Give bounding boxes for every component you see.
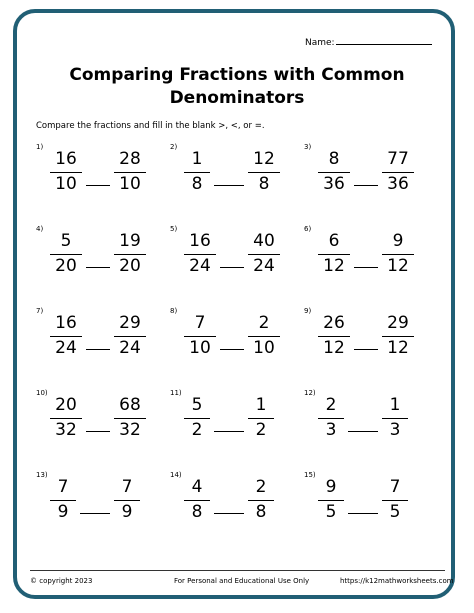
problem-number: 13) — [36, 471, 48, 479]
denominator: 9 — [121, 502, 133, 522]
fraction-bar — [114, 172, 146, 173]
denominator: 24 — [119, 338, 141, 358]
fraction-bar — [114, 254, 146, 255]
denominator: 36 — [323, 174, 345, 194]
fraction-right — [114, 231, 146, 277]
fraction-bar — [184, 500, 210, 501]
footer-website: https://k12mathworksheets.com — [340, 577, 454, 585]
fraction-bar — [248, 254, 280, 255]
problem-3 — [304, 143, 434, 203]
answer-blank[interactable] — [86, 267, 110, 268]
fraction-right — [248, 149, 280, 195]
fraction-left — [318, 395, 344, 441]
fraction-bar — [184, 336, 216, 337]
fraction-bar — [184, 172, 210, 173]
numerator: 1 — [191, 149, 203, 169]
fraction-right — [382, 313, 414, 359]
denominator: 2 — [255, 420, 267, 440]
problem-4 — [36, 225, 166, 285]
fraction-bar — [114, 500, 140, 501]
fraction-bar — [50, 336, 82, 337]
answer-blank[interactable] — [214, 185, 244, 186]
problem-number: 11) — [170, 389, 182, 397]
problem-2 — [170, 143, 300, 203]
numerator: 12 — [253, 149, 275, 169]
fraction-bar — [114, 418, 146, 419]
answer-blank[interactable] — [80, 513, 110, 514]
numerator: 7 — [389, 477, 401, 497]
denominator: 8 — [191, 502, 203, 522]
denominator: 12 — [387, 256, 409, 276]
answer-blank[interactable] — [348, 431, 378, 432]
name-field[interactable] — [305, 36, 432, 48]
problem-number: 6) — [304, 225, 312, 233]
fraction-right — [382, 395, 408, 441]
fraction-left — [184, 149, 210, 195]
problem-13 — [36, 471, 166, 531]
problem-9 — [304, 307, 434, 367]
fraction-bar — [50, 172, 82, 173]
problem-number: 10) — [36, 389, 48, 397]
fraction-right — [382, 477, 408, 523]
fraction-bar — [248, 172, 280, 173]
answer-blank[interactable] — [214, 513, 244, 514]
answer-blank[interactable] — [86, 431, 110, 432]
numerator: 7 — [121, 477, 133, 497]
numerator: 5 — [191, 395, 203, 415]
fraction-left — [318, 313, 350, 359]
numerator: 40 — [253, 231, 275, 251]
numerator: 29 — [387, 313, 409, 333]
problem-number: 5) — [170, 225, 178, 233]
answer-blank[interactable] — [354, 267, 378, 268]
fraction-bar — [248, 336, 280, 337]
answer-blank[interactable] — [86, 349, 110, 350]
problem-15 — [304, 471, 434, 531]
fraction-left — [318, 149, 350, 195]
fraction-right — [248, 231, 280, 277]
problem-1 — [36, 143, 166, 203]
answer-blank[interactable] — [354, 185, 378, 186]
numerator: 26 — [323, 313, 345, 333]
numerator: 2 — [325, 395, 337, 415]
name-blank-line[interactable] — [336, 36, 432, 45]
title-line-2: Denominators — [169, 88, 305, 108]
problem-number: 3) — [304, 143, 312, 151]
fraction-bar — [248, 500, 274, 501]
problem-number: 9) — [304, 307, 312, 315]
numerator: 7 — [57, 477, 69, 497]
fraction-bar — [50, 500, 76, 501]
fraction-right — [248, 395, 274, 441]
denominator: 12 — [323, 338, 345, 358]
fraction-left — [318, 231, 350, 277]
name-label: Name: — [305, 38, 335, 48]
fraction-bar — [318, 500, 344, 501]
problem-number: 14) — [170, 471, 182, 479]
problem-number: 7) — [36, 307, 44, 315]
numerator: 9 — [325, 477, 337, 497]
numerator: 1 — [389, 395, 401, 415]
denominator: 10 — [253, 338, 275, 358]
denominator: 32 — [55, 420, 77, 440]
numerator: 28 — [119, 149, 141, 169]
answer-blank[interactable] — [220, 349, 244, 350]
answer-blank[interactable] — [86, 185, 110, 186]
denominator: 10 — [55, 174, 77, 194]
numerator: 16 — [55, 313, 77, 333]
numerator: 16 — [55, 149, 77, 169]
numerator: 77 — [387, 149, 409, 169]
denominator: 2 — [191, 420, 203, 440]
fraction-right — [114, 477, 140, 523]
fraction-bar — [184, 254, 216, 255]
denominator: 20 — [119, 256, 141, 276]
fraction-bar — [382, 418, 408, 419]
numerator: 6 — [328, 231, 340, 251]
fraction-left — [50, 149, 82, 195]
problem-8 — [170, 307, 300, 367]
fraction-bar — [184, 418, 210, 419]
problem-6 — [304, 225, 434, 285]
fraction-bar — [382, 254, 414, 255]
denominator: 10 — [189, 338, 211, 358]
numerator: 9 — [392, 231, 404, 251]
problem-number: 1) — [36, 143, 44, 151]
denominator: 32 — [119, 420, 141, 440]
denominator: 8 — [191, 174, 203, 194]
numerator: 8 — [328, 149, 340, 169]
fraction-left — [50, 313, 82, 359]
answer-blank[interactable] — [214, 431, 244, 432]
fraction-bar — [382, 336, 414, 337]
denominator: 12 — [323, 256, 345, 276]
fraction-left — [50, 231, 82, 277]
denominator: 24 — [189, 256, 211, 276]
numerator: 20 — [55, 395, 77, 415]
denominator: 36 — [387, 174, 409, 194]
fraction-bar — [318, 254, 350, 255]
numerator: 19 — [119, 231, 141, 251]
fraction-right — [114, 149, 146, 195]
denominator: 8 — [255, 502, 267, 522]
denominator: 3 — [325, 420, 337, 440]
problem-number: 15) — [304, 471, 316, 479]
fraction-bar — [318, 336, 350, 337]
problem-5 — [170, 225, 300, 285]
answer-blank[interactable] — [354, 349, 378, 350]
fraction-left — [184, 313, 216, 359]
fraction-bar — [382, 172, 414, 173]
fraction-left — [184, 231, 216, 277]
numerator: 4 — [191, 477, 203, 497]
footer-copyright: © copyright 2023 — [30, 577, 93, 585]
denominator: 5 — [325, 502, 337, 522]
fraction-left — [50, 395, 82, 441]
numerator: 7 — [194, 313, 206, 333]
denominator: 24 — [55, 338, 77, 358]
fraction-bar — [382, 500, 408, 501]
fraction-left — [318, 477, 344, 523]
answer-blank[interactable] — [220, 267, 244, 268]
fraction-bar — [50, 418, 82, 419]
numerator: 5 — [60, 231, 72, 251]
numerator: 29 — [119, 313, 141, 333]
fraction-right — [382, 149, 414, 195]
fraction-left — [50, 477, 76, 523]
numerator: 68 — [119, 395, 141, 415]
fraction-right — [248, 477, 274, 523]
denominator: 10 — [119, 174, 141, 194]
denominator: 3 — [389, 420, 401, 440]
fraction-right — [114, 313, 146, 359]
footer-usage: For Personal and Educational Use Only — [174, 577, 310, 585]
fraction-bar — [318, 418, 344, 419]
fraction-right — [248, 313, 280, 359]
problem-12 — [304, 389, 434, 449]
denominator: 9 — [57, 502, 69, 522]
title-line-1: Comparing Fractions with Common — [69, 65, 405, 85]
fraction-bar — [50, 254, 82, 255]
problem-10 — [36, 389, 166, 449]
denominator: 24 — [253, 256, 275, 276]
problem-7 — [36, 307, 166, 367]
fraction-bar — [248, 418, 274, 419]
problem-14 — [170, 471, 300, 531]
fraction-left — [184, 477, 210, 523]
fraction-right — [114, 395, 146, 441]
answer-blank[interactable] — [348, 513, 378, 514]
problem-11 — [170, 389, 300, 449]
denominator: 12 — [387, 338, 409, 358]
problem-number: 4) — [36, 225, 44, 233]
problem-number: 2) — [170, 143, 178, 151]
numerator: 2 — [258, 313, 270, 333]
denominator: 5 — [389, 502, 401, 522]
numerator: 2 — [255, 477, 267, 497]
fraction-bar — [114, 336, 146, 337]
footer-divider — [30, 570, 445, 571]
denominator: 20 — [55, 256, 77, 276]
numerator: 1 — [255, 395, 267, 415]
instructions: Compare the fractions and fill in the blank >, <, or =. — [36, 121, 265, 131]
fraction-right — [382, 231, 414, 277]
denominator: 8 — [258, 174, 270, 194]
fraction-bar — [318, 172, 350, 173]
problem-number: 8) — [170, 307, 178, 315]
numerator: 16 — [189, 231, 211, 251]
fraction-left — [184, 395, 210, 441]
page-title — [0, 64, 474, 110]
problem-number: 12) — [304, 389, 316, 397]
